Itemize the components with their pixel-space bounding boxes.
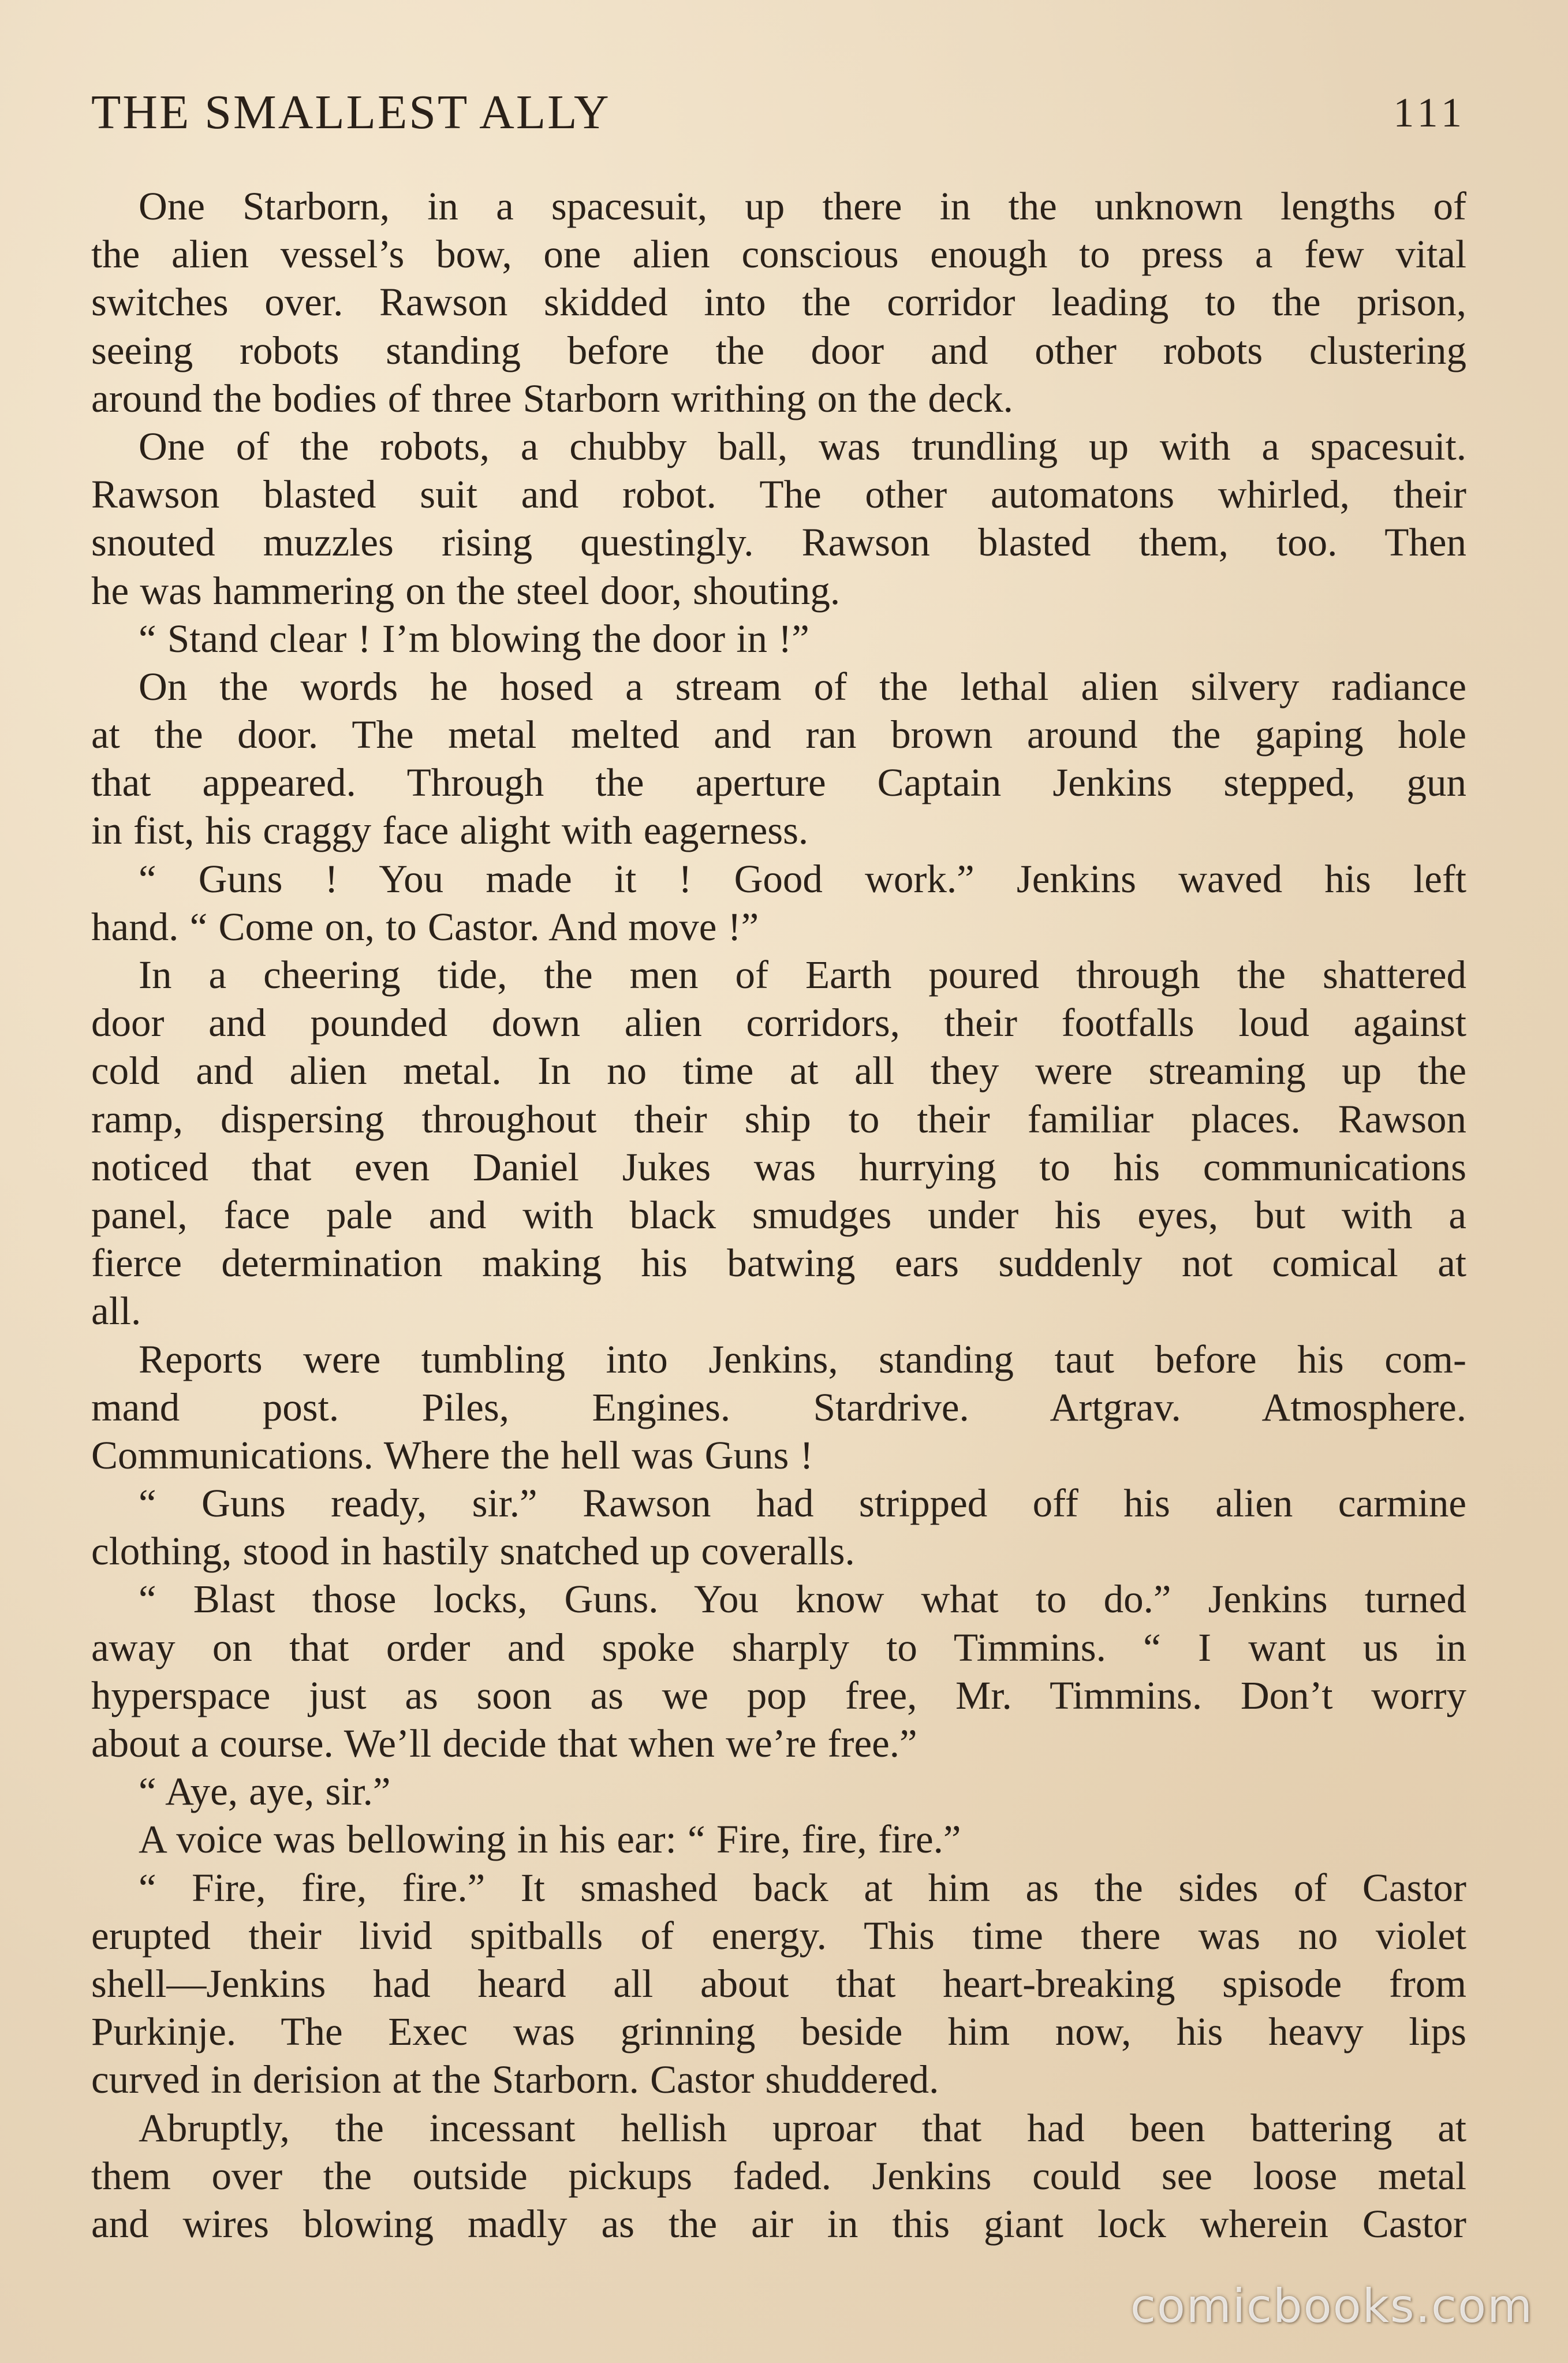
text-line: A voice was bellowing in his ear: “ Fire, fire, fire.”: [139, 1817, 961, 1862]
text-line: Purkinje. The Exec was grinning beside him now, his heavy lips: [91, 2010, 1466, 2054]
body-text: [91, 182, 1466, 2248]
watermark: comicbooks.com: [1130, 2279, 1533, 2333]
text-line: Rawson blasted suit and robot. The other automatons whirled, their: [91, 472, 1466, 517]
text-line: the alien vessel’s bow, one alien conscious enough to press a few vital: [91, 232, 1466, 277]
text-line: Communications. Where the hell was Guns !: [91, 1433, 813, 1477]
text-line: ramp, dispersing throughout their ship to their familiar places. Rawson: [91, 1097, 1466, 1141]
text-line: at the door. The metal melted and ran brown around the gaping hole: [91, 713, 1466, 757]
text-line: door and pounded down alien corridors, their footfalls loud against: [91, 1001, 1466, 1045]
text-line: noticed that even Daniel Jukes was hurrying to his communications: [91, 1145, 1466, 1189]
running-title: THE SMALLEST ALLY: [91, 85, 611, 139]
text-line: “ Stand clear ! I’m blowing the door in !”: [139, 616, 809, 661]
text-line: “ Aye, aye, sir.”: [139, 1769, 391, 1814]
page-number: 111: [1393, 90, 1466, 136]
text-line: “ Guns ready, sir.” Rawson had stripped off his alien carmine: [139, 1481, 1466, 1526]
text-line: he was hammering on the steel door, shouting.: [91, 568, 841, 613]
text-line: away on that order and spoke sharply to Timmins. “ I want us in: [91, 1625, 1466, 1669]
text-line: panel, face pale and with black smudges under his eyes, but with a: [91, 1192, 1466, 1237]
text-line: cold and alien metal. In no time at all they were streaming up the: [91, 1049, 1466, 1093]
text-line: switches over. Rawson skidded into the corridor leading to the prison,: [91, 280, 1466, 325]
text-line: hand. “ Come on, to Castor. And move !”: [91, 904, 759, 949]
text-line: “ Fire, fire, fire.” It smashed back at him as the sides of Castor: [139, 1865, 1466, 1910]
page-header: [91, 81, 1466, 144]
text-line: mand post. Piles, Engines. Stardrive. Artgrav. Atmosphere.: [91, 1385, 1466, 1429]
text-line: In a cheering tide, the men of Earth poured through the shattered: [139, 953, 1466, 997]
text-line: all.: [91, 1289, 141, 1333]
text-line: Abruptly, the incessant hellish uproar that had been battering at: [139, 2105, 1466, 2150]
text-line: hyperspace just as soon as we pop free, Mr. Timmins. Don’t worry: [91, 1673, 1466, 1717]
text-line: seeing robots standing before the door and other robots clustering: [91, 328, 1466, 372]
text-line: about a course. We’ll decide that when we’re free.”: [91, 1721, 917, 1765]
text-line: “ Blast those locks, Guns. You know what to do.” Jenkins turned: [139, 1577, 1466, 1622]
text-line: One Starborn, in a spacesuit, up there in the unknown lengths of: [139, 184, 1466, 228]
text-line: fierce determination making his batwing ears suddenly not comical at: [91, 1241, 1466, 1285]
text-line: snouted muzzles rising questingly. Rawson blasted them, too. Then: [91, 520, 1466, 565]
text-line: On the words he hosed a stream of the lethal alien silvery radiance: [139, 664, 1466, 709]
text-line: around the bodies of three Starborn writhing on the deck.: [91, 376, 1013, 420]
text-line: One of the robots, a chubby ball, was trundling up with a spacesuit.: [139, 424, 1466, 468]
text-line: clothing, stood in hastily snatched up coveralls.: [91, 1529, 855, 1574]
text-line: them over the outside pickups faded. Jenkins could see loose metal: [91, 2153, 1466, 2198]
text-line: “ Guns ! You made it ! Good work.” Jenkins waved his left: [139, 856, 1466, 901]
text-line: and wires blowing madly as the air in this giant lock wherein Castor: [91, 2201, 1466, 2246]
text-line: shell—Jenkins had heard all about that heart-breaking spisode from: [91, 1961, 1466, 2006]
text-line: Reports were tumbling into Jenkins, standing taut before his com-: [139, 1337, 1466, 1381]
text-line: erupted their livid spitballs of energy. This time there was no violet: [91, 1913, 1466, 1958]
text-line: in fist, his craggy face alight with eagerness.: [91, 808, 809, 853]
text-line: that appeared. Through the aperture Captain Jenkins stepped, gun: [91, 761, 1466, 805]
text-line: curved in derision at the Starborn. Castor shuddered.: [91, 2058, 939, 2102]
